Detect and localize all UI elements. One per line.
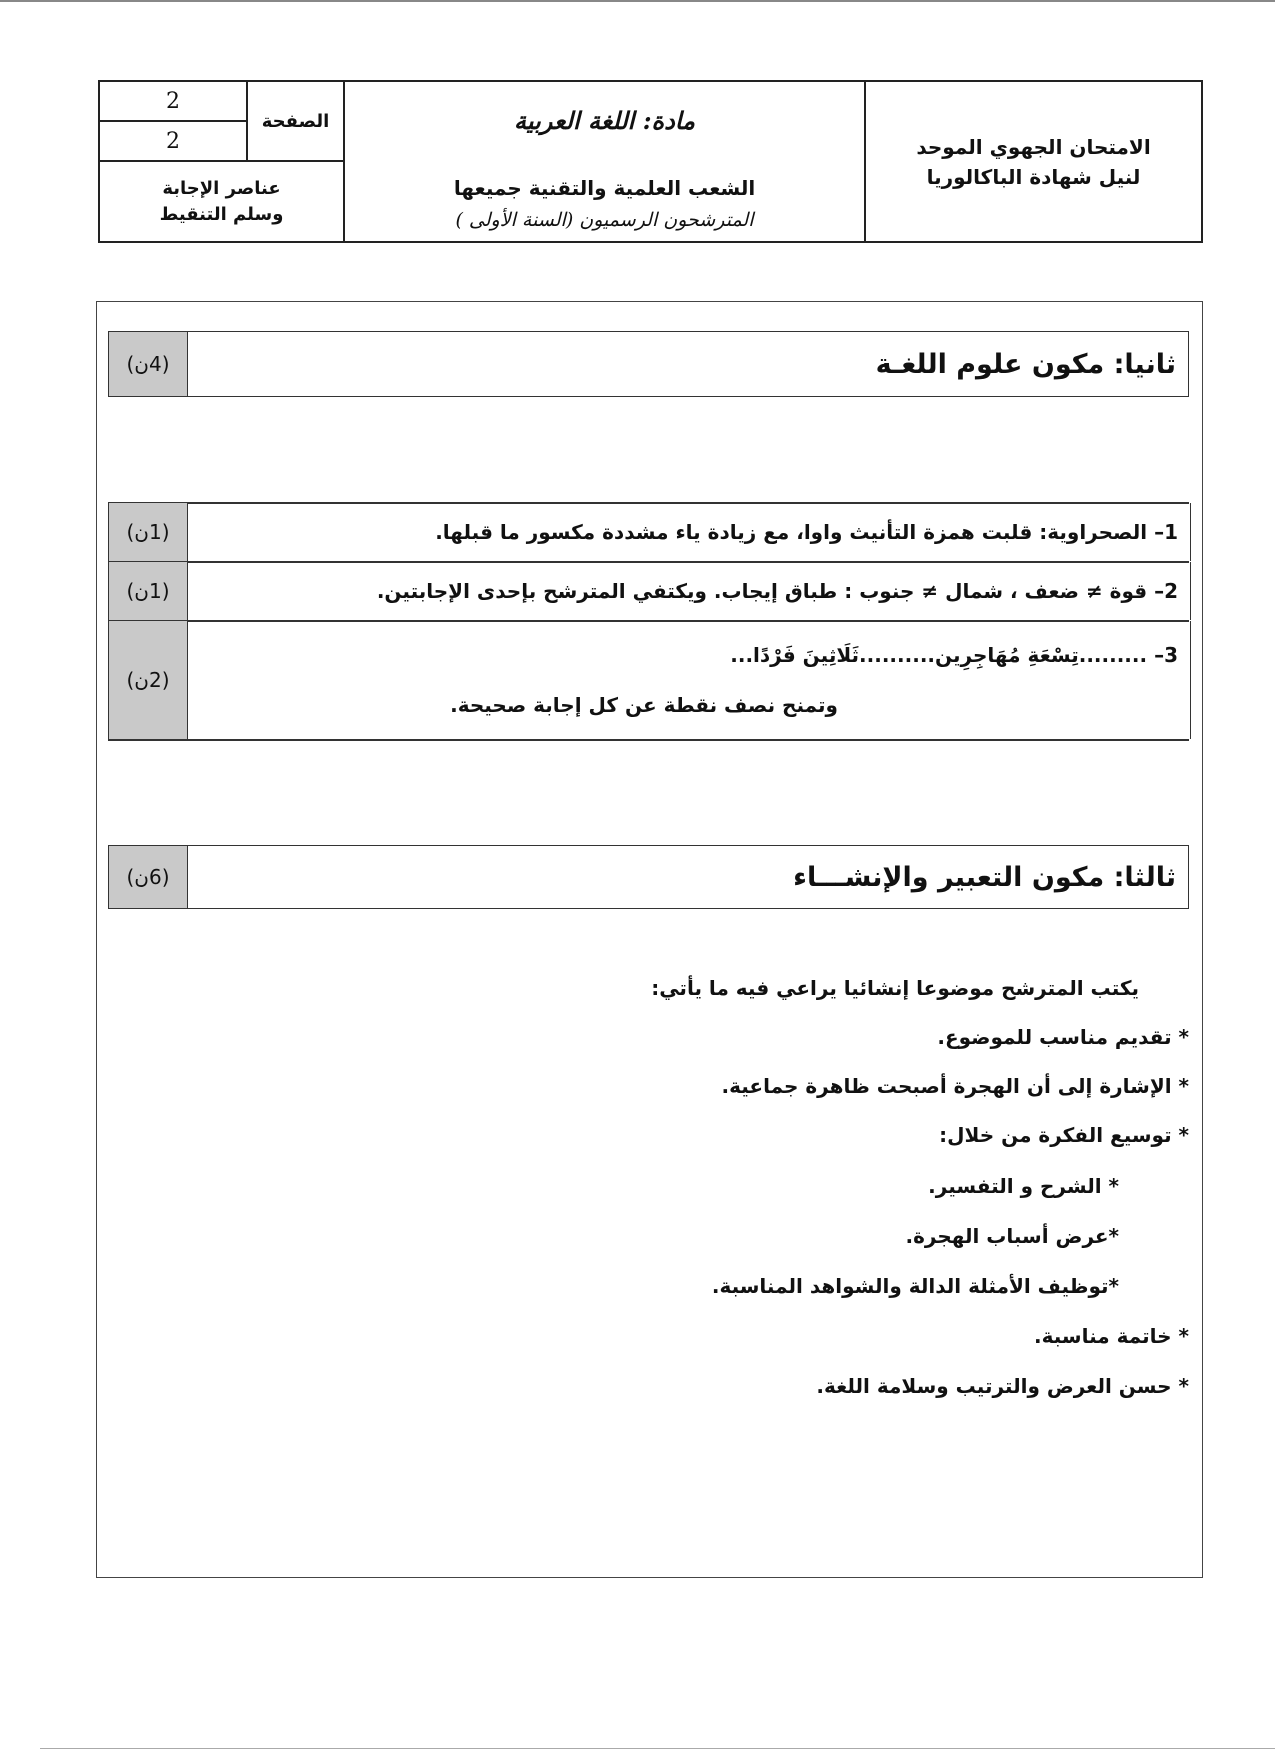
answer-row-2 xyxy=(108,562,1191,620)
essay-item: * توسيع الفكرة من خلال: xyxy=(939,1123,1189,1147)
answer-row-1-text: 1– الصحراوية: قلبت همزة التأنيث واوا، مع زيادة ياء مشددة مكسور ما قبلها. xyxy=(435,520,1178,544)
page-label-divider xyxy=(246,82,248,160)
essay-item: * الإشارة إلى أن الهجرة أصبحت ظاهرة جماعية. xyxy=(721,1074,1189,1098)
streams-text: الشعب العلمية والتقنية جميعها xyxy=(453,176,756,200)
subject-cell xyxy=(345,82,864,241)
section-2-heading xyxy=(108,331,1189,397)
header-divider-left xyxy=(343,82,345,241)
essay-item: * تقديم مناسب للموضوع. xyxy=(937,1025,1189,1049)
page-label: الصفحة xyxy=(261,110,330,132)
answer-row-1 xyxy=(108,503,1191,561)
answer-row-3-body xyxy=(188,621,1190,739)
exam-title-line-1: الامتحان الجهوي الموحد xyxy=(916,134,1151,159)
top-scan-edge xyxy=(0,0,1275,2)
page-total: 2 xyxy=(166,128,180,154)
essay-item: * حسن العرض والترتيب وسلامة اللغة. xyxy=(816,1374,1189,1398)
subject-title: مادة: اللغة العربية xyxy=(514,105,695,135)
answer-row-3-text: 3– .........تِسْعَةِ مُهَاجِرِين..........ثَلَاثِينَ فَرْدًا... xyxy=(730,643,1178,667)
answer-elements-cell xyxy=(100,162,343,241)
exam-title-line-2: لنيل شهادة الباكالوريا xyxy=(926,164,1141,189)
essay-subitem: * الشرح و التفسير. xyxy=(928,1174,1119,1198)
answer-elements-line-2: وسلم التنقيط xyxy=(159,203,284,225)
rows-bottom-border xyxy=(108,739,1189,741)
answer-row-3-note: وتمنح نصف نقطة عن كل إجابة صحيحة. xyxy=(450,693,838,717)
answer-elements-line-1: عناصر الإجابة xyxy=(162,177,281,199)
answer-row-1-score: (1ن) xyxy=(109,503,188,561)
essay-item: * خاتمة مناسبة. xyxy=(1034,1324,1189,1348)
essay-subitem: *توظيف الأمثلة الدالة والشواهد المناسبة. xyxy=(711,1274,1119,1298)
section-2-score: (4ن) xyxy=(109,332,188,396)
section-3-title: ثالثا: مكون التعبير والإنشـــاء xyxy=(793,861,1176,893)
essay-intro: يكتب المترشح موضوعا إنشائيا يراعي فيه ما يأتي: xyxy=(651,976,1139,1000)
bottom-scan-edge xyxy=(40,1748,1275,1749)
section-2-title: ثانيا: مكون علوم اللغـة xyxy=(875,348,1176,380)
exam-title-cell xyxy=(866,82,1201,241)
section-3-heading xyxy=(108,845,1189,909)
answer-row-2-score: (1ن) xyxy=(109,562,188,620)
essay-subitem: *عرض أسباب الهجرة. xyxy=(905,1224,1119,1248)
page-number: 2 xyxy=(166,88,180,114)
candidates-text: المترشحون الرسميون (السنة الأولى ) xyxy=(455,209,754,231)
header-table xyxy=(98,80,1203,243)
answer-row-2-text: 2– قوة ≠ ضعف ، شمال ≠ جنوب : طباق إيجاب. ويكتفي المترشح بإحدى الإجابتين. xyxy=(376,579,1178,603)
essay-criteria xyxy=(108,960,1189,1420)
answer-row-3 xyxy=(108,621,1191,739)
answer-row-3-score: (2ن) xyxy=(109,621,188,739)
header-divider-right xyxy=(864,82,866,241)
section-3-score: (6ن) xyxy=(109,846,188,908)
